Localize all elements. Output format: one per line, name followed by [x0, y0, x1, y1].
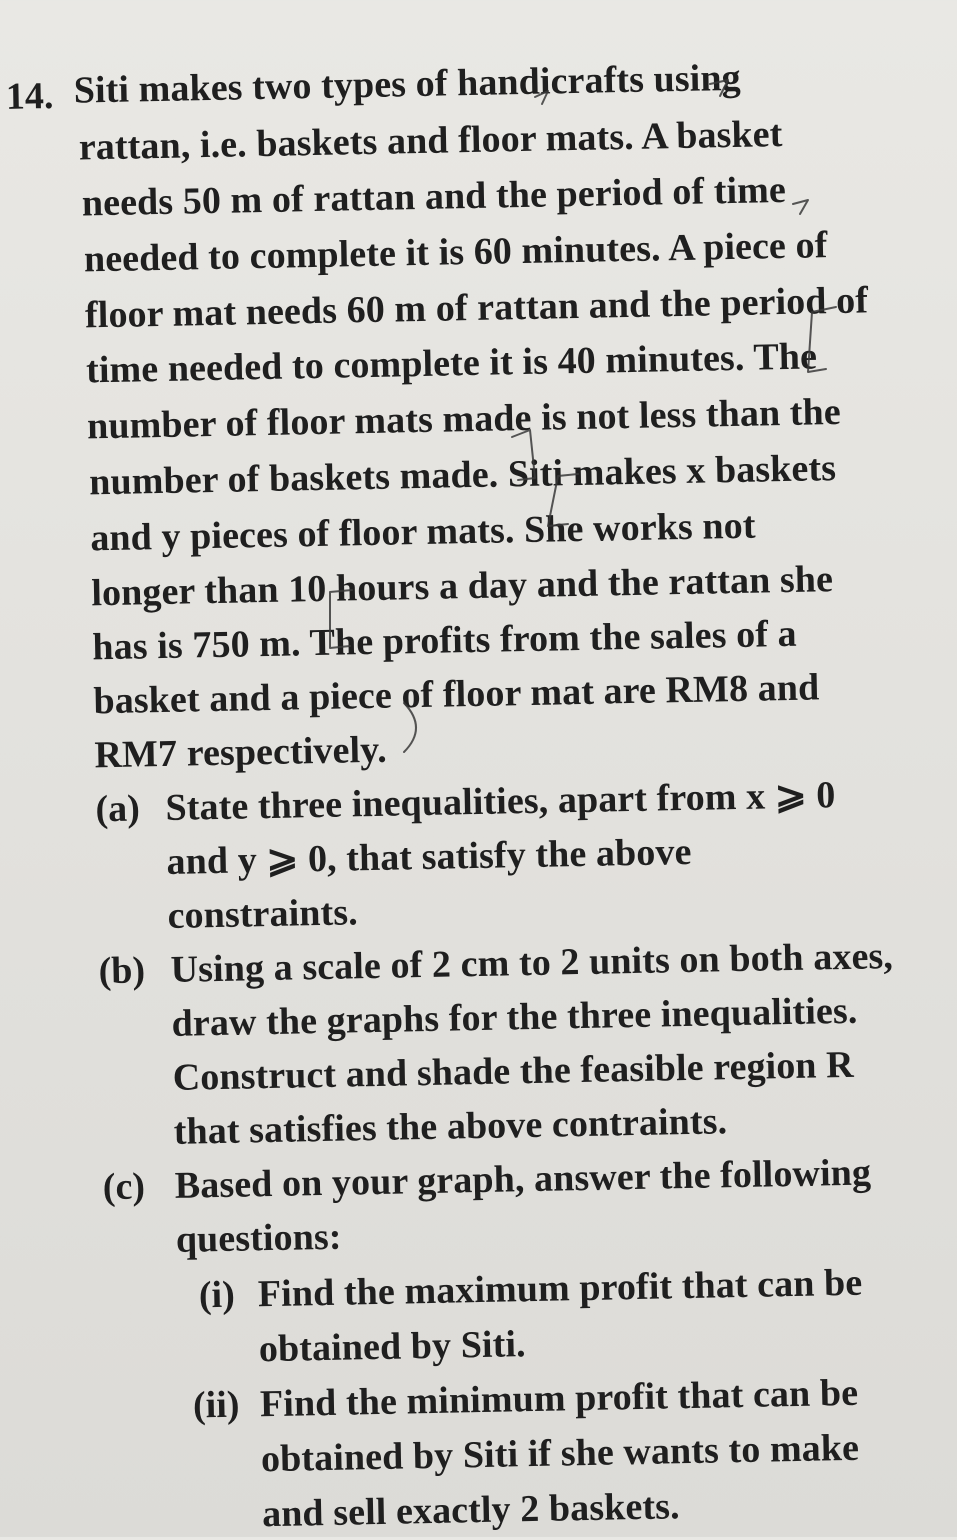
part-a-line: constraints. — [167, 891, 359, 937]
stem-line: has is 750 m. The profits from the sales of a — [92, 612, 798, 669]
part-c-ii-line: Find the minimum profit that can be — [259, 1371, 859, 1426]
part-c-line: Based on your graph, answer the following — [174, 1151, 872, 1207]
part-b-line: that satisfies the above contraints. — [173, 1100, 728, 1153]
stem-line: time needed to complete it is 40 minutes. The — [85, 335, 818, 392]
stem-line: Siti makes two types of handicrafts using — [73, 56, 742, 112]
question-number: 14. — [5, 74, 54, 118]
stem-line: floor mat needs 60 m of rattan and the period of — [84, 279, 869, 337]
part-c-i-line: obtained by Siti. — [258, 1323, 527, 1371]
part-c-line: questions: — [175, 1215, 342, 1261]
part-c-i-label: (i) — [198, 1273, 236, 1317]
part-a-label: (a) — [95, 787, 141, 831]
stem-line: needs 50 m of rattan and the period of time — [81, 168, 787, 225]
stem-line: rattan, i.e. baskets and floor mats. A basket — [78, 113, 783, 169]
part-c-i-line: Find the maximum profit that can be — [257, 1261, 863, 1316]
stem-line: number of baskets made. Siti makes x baskets — [88, 447, 837, 504]
part-b-line: Using a scale of 2 cm to 2 units on both axes, — [170, 935, 894, 991]
stem-line: longer than 10 hours a day and the rattan she — [91, 558, 834, 615]
stem-line: number of floor mats made is not less than the — [86, 390, 842, 448]
part-b-label: (b) — [98, 949, 146, 993]
part-c-ii-line: and sell exactly 2 baskets. — [261, 1485, 680, 1536]
part-c-ii-line: obtained by Siti if she wants to make — [260, 1426, 860, 1481]
stem-line: RM7 respectively. — [94, 728, 388, 777]
part-a-line: and y ⩾ 0, that satisfy the above — [166, 830, 692, 883]
stem-line: basket and a piece of floor mat are RM8 and — [93, 666, 820, 723]
part-c-label: (c) — [102, 1165, 146, 1209]
part-a-line: State three inequalities, apart from x ⩾ 0 — [165, 774, 836, 829]
part-c-ii-label: (ii) — [192, 1383, 240, 1427]
part-b-line: Construct and shade the feasible region R — [172, 1043, 855, 1099]
stem-line: needed to complete it is 60 minutes. A piece of — [83, 224, 828, 281]
stem-line: and y pieces of floor mats. She works not — [89, 504, 756, 560]
part-b-line: draw the graphs for the three inequalities. — [171, 989, 858, 1045]
